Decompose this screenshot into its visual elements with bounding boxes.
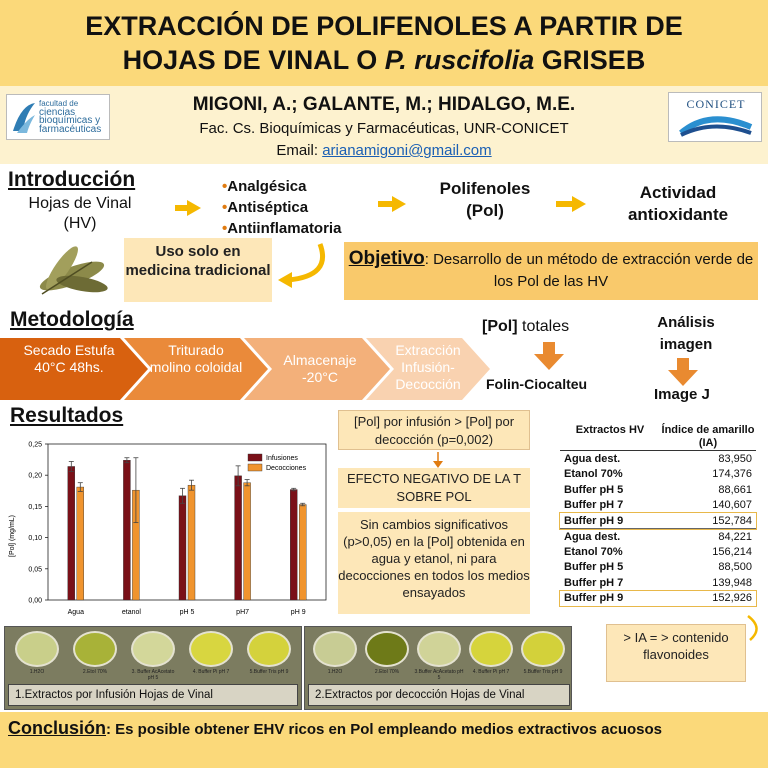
author-band [0,86,768,164]
conclusion-label: Conclusión [8,718,106,738]
bar-decocciones [299,505,306,600]
table-row [560,513,756,529]
conicet-logo-icon [679,113,753,139]
dish-label: 5.Buffer Tris pH 9 [523,669,563,675]
legend-label: Infusiones [266,455,298,462]
bar-infusiones [179,496,186,600]
x-tick-label: pH7 [236,609,250,616]
authors: MIGONI, A.; GALANTE, M.; HIDALGO, M.E. [192,94,576,115]
poster-title-line2: HOJAS DE VINAL O P. ruscifolia GRISEB [122,45,646,75]
dish-label: 4. Buffer Pi pH 7 [192,669,230,675]
y-tick-label: 0,20 [28,472,42,480]
ia-table-wrap [560,424,756,606]
faculty-logo-text: facultad de ciencias bioquímicas y farmacéuticas [39,99,102,135]
bar-infusiones [123,460,130,600]
step-triturado: Triturado molino coloidal [149,342,243,375]
pol-totales: [Pol] totales [482,318,570,335]
analisis-label: Análisis imagen [657,314,715,353]
dish-label: 2.Etol 70% [82,669,108,675]
property-item: •Antiséptica [222,199,309,216]
petri-dish [73,631,117,667]
y-tick-label: 0,05 [28,566,42,574]
petri-dish [15,631,59,667]
petri-dish [131,631,175,667]
extracto-name: Buffer pH 9 [564,514,624,527]
objetivo-label: Objetivo [348,248,425,269]
petri-dish [417,631,461,667]
down-arrow-icon [534,342,564,370]
imagej-label: Image J [654,386,710,403]
x-tick-label: pH 5 [179,609,195,616]
extracto-name: Buffer pH 7 [564,499,624,512]
extracto-name: Etanol 70% [564,468,623,481]
ia-table [560,451,756,606]
petri-dish [189,631,233,667]
note-infusion: [Pol] por infusión > [Pol] por decocción (p=0,002) [338,410,530,450]
actividad-label: Actividad antioxidante [627,183,729,224]
extracto-name: Buffer pH 5 [564,483,624,496]
step-extraccion: Extracción Infusión- Decocción [395,342,461,392]
ia-value: 88,500 [718,561,752,574]
table-row [560,575,756,591]
dish-label: 3.Buffer AcAcetato pH 5 [414,669,464,681]
ia-value: 152,784 [712,514,752,527]
vinal-leaves-image [32,244,112,302]
table-row [560,560,756,576]
step-almacenaje: Almacenaje -20°C [283,352,357,385]
table-row [560,451,756,467]
ia-value: 156,214 [712,545,752,558]
x-tick-label: Agua [67,609,84,616]
bar-infusiones [68,466,75,600]
down-arrow-icon [668,358,698,386]
dish-label: 4. Buffer Pi pH 7 [472,669,510,675]
ia-value: 84,221 [718,530,752,543]
legend-label: Decocciones [266,465,307,472]
property-item: •Antiinflamatoria [222,220,342,237]
polifenoles-label: Polifenoles (Pol) [439,179,531,220]
title-band [0,0,768,86]
table-row [560,467,756,483]
affiliation: Fac. Cs. Bioquímicas y Farmacéuticas, UNR-CONICET [199,120,569,137]
resultados-heading: Resultados [10,404,124,427]
bar-decocciones [77,487,84,600]
conicet-logo: CONICET [668,92,762,142]
step-secado: Secado Estufa 40°C 48hs. [23,342,115,375]
dish-label: 2.Etol 70% [374,669,400,675]
petri-dish [469,631,513,667]
petri-dish [521,631,565,667]
note-sin-cambios: Sin cambios significativos (p>0,05) en la [Pol] obtenida en agua y etanol, ni para decocciones en todos los medios ensayados [338,512,530,614]
caption-infusion: 1.Extractos por Infusión Hojas de Vinal [8,684,298,706]
intro-heading: Introducción [8,168,136,191]
extracto-name: Buffer pH 7 [564,576,624,589]
ia-value: 83,950 [718,452,752,465]
table-row [560,529,756,545]
pol-chart [2,436,336,622]
dish-label: 3. Buffer AcAcetato pH 5 [131,669,175,681]
hv-label: Hojas de Vinal (HV) [28,195,132,232]
ia-value: 139,948 [712,576,752,589]
legend-swatch [248,464,262,471]
poster-title-line1: EXTRACCIÓN DE POLIFENOLES A PARTIR DE [85,11,683,41]
ia-value: 88,661 [718,483,752,496]
extracto-name: Agua dest. [564,452,621,465]
ia-value: 140,607 [712,499,752,512]
ia-value: 152,926 [712,592,752,605]
bar-infusiones [290,490,297,600]
properties-list [222,176,341,239]
uso-box: Uso solo en medicina tradicional [124,238,272,302]
metodologia-heading: Metodología [10,308,134,331]
ia-value: 174,376 [712,468,752,481]
table-row [560,498,756,514]
y-tick-label: 0,00 [28,597,42,605]
extracto-name: Buffer pH 5 [564,561,624,574]
petri-dish [247,631,291,667]
table-row [560,482,756,498]
dish-label: 1.H2O [327,669,343,675]
x-tick-label: etanol [121,609,141,616]
objetivo-text: : Desarrollo de un método de extracción verde de los Pol de las HV [424,251,754,290]
bar-decocciones [244,483,251,600]
email-line: Email: arianamigoni@gmail.com [276,142,492,159]
petri-dish [365,631,409,667]
y-tick-label: 0,10 [28,535,42,543]
dish-label: 1.H2O [29,669,45,675]
small-down-arrow-icon [432,452,444,468]
bar-infusiones [235,476,242,600]
extracto-name: Etanol 70% [564,545,623,558]
legend-swatch [248,454,262,461]
table-row [560,544,756,560]
y-axis-label: [Pol] (mg/mL) [9,514,16,558]
email-link[interactable]: arianamigoni@gmail.com [322,142,492,159]
curved-arrow-icon [276,240,336,290]
ia-note: > IA = > contenido flavonoides [606,624,746,682]
caption-decoccion: 2.Extractos por decocción Hojas de Vinal [308,684,570,706]
extracto-name: Buffer pH 9 [564,592,624,605]
conclusion-text: : Es posible obtener EHV ricos en Pol empleando medios extractivos acuosos [106,721,662,738]
table-row [560,591,756,607]
extracto-name: Agua dest. [564,530,621,543]
conclusion-band [0,712,768,768]
petri-dish [313,631,357,667]
y-tick-label: 0,15 [28,503,42,511]
note-efecto: EFECTO NEGATIVO DE LA T SOBRE POL [338,468,530,508]
y-tick-label: 0,25 [28,441,42,449]
ia-table-header: Extractos HV Índice de amarillo (IA) [560,424,756,451]
folin-label: Folin-Ciocalteu [486,376,588,392]
x-tick-label: pH 9 [290,609,306,616]
property-item: •Analgésica [222,178,307,195]
curve-arrow-icon [744,614,766,642]
objetivo-box [344,242,758,300]
dish-label: 5.Buffer Tris pH 9 [249,669,289,675]
bar-decocciones [188,485,195,600]
